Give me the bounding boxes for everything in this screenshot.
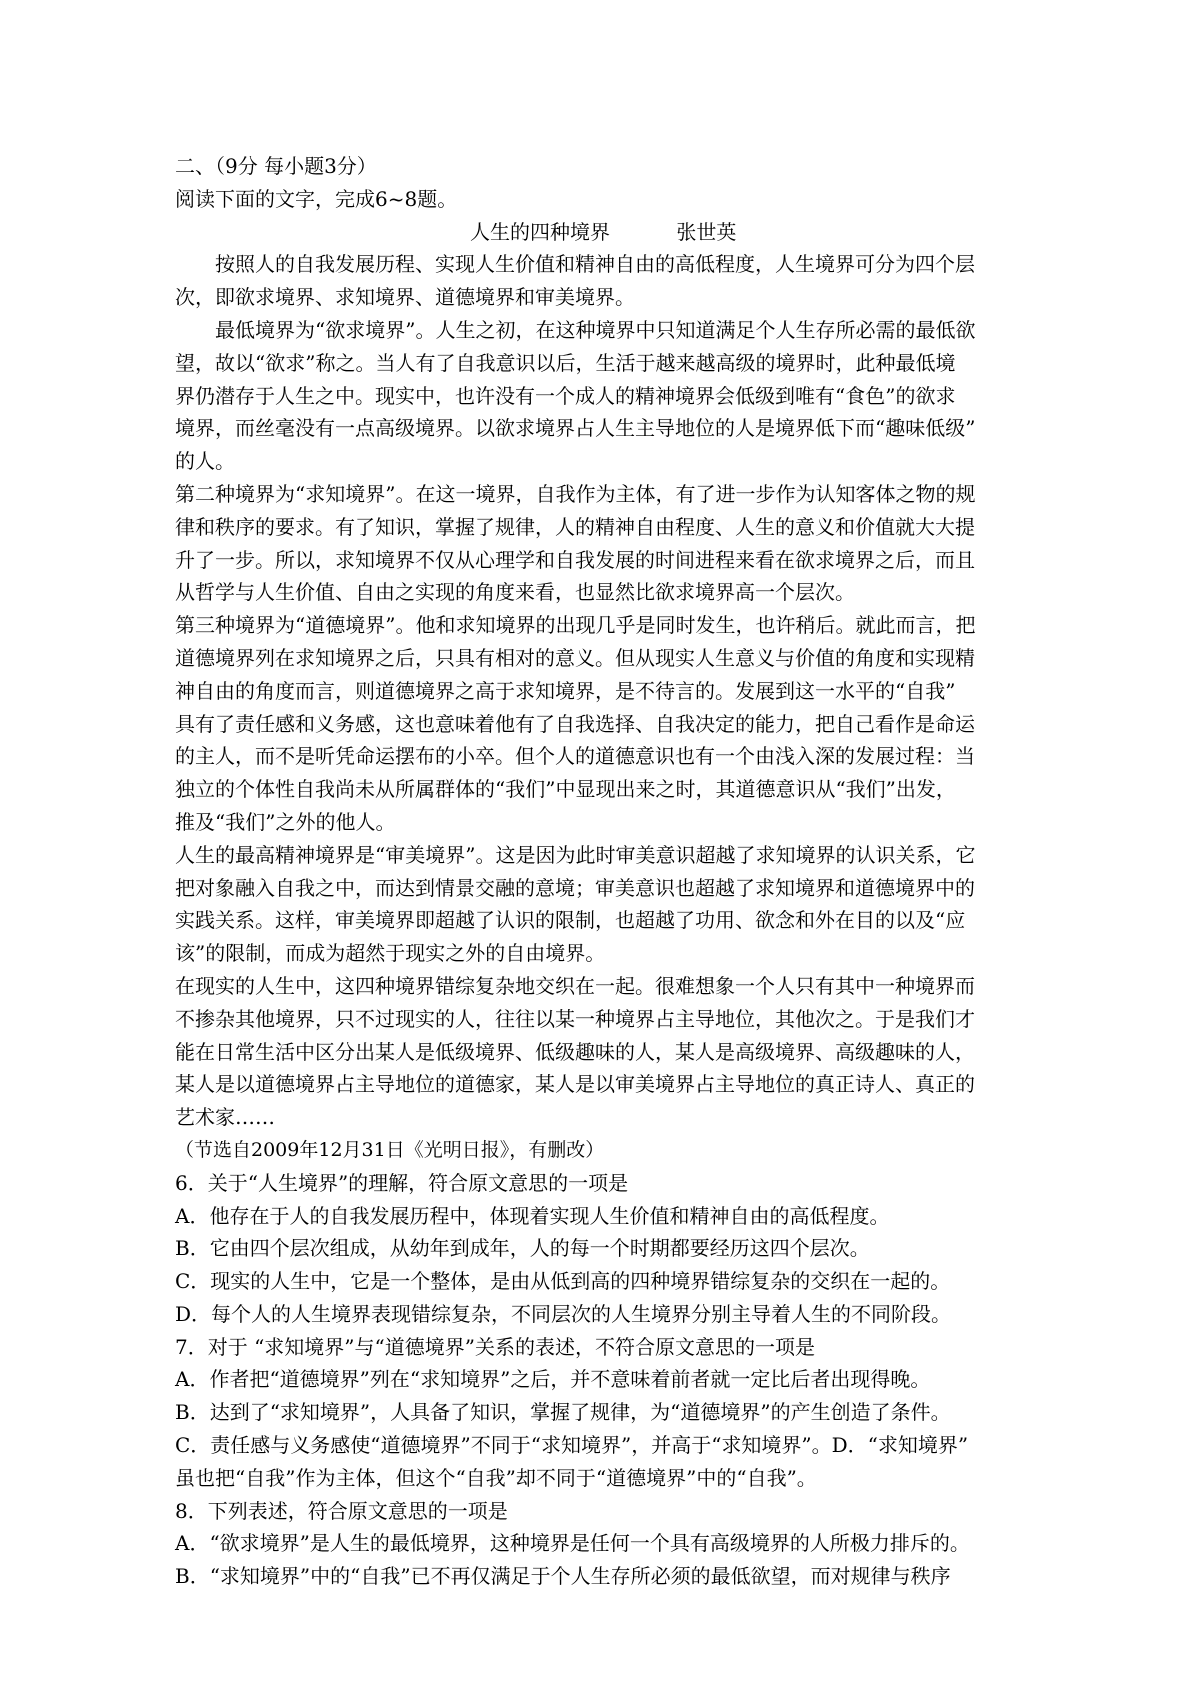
article-title: 人生的四种境界 [470, 219, 610, 244]
paragraph-line: 该”的限制，而成为超然于现实之外的自由境界。 [175, 941, 606, 966]
question-6-option-b: B．它由四个层次组成，从幼年到成年，人的每一个时期都要经历这四个层次。 [175, 1236, 870, 1261]
paragraph-line: 实践关系。这样，审美境界即超越了认识的限制，也超越了功用、欲念和外在目的以及“应 [175, 908, 966, 933]
paragraph-line: 升了一步。所以，求知境界不仅从心理学和自我发展的时间进程来看在欲求境界之后，而且 [175, 547, 975, 572]
article-source: （节选自2009年12月31日《光明日报》，有删改） [175, 1138, 605, 1161]
instruction: 阅读下面的文字，完成6~8题。 [175, 186, 458, 211]
paragraph-line: 第二种境界为“求知境界”。在这一境界，自我作为主体，有了进一步作为认知客体之物的规 [175, 481, 976, 506]
section-header: 二、（9分 每小题3分） [175, 154, 377, 178]
paragraph-line: 能在日常生活中区分出某人是低级境界、低级趣味的人，某人是高级境界、高级趣味的人， [175, 1039, 975, 1064]
article-title-line [175, 216, 1035, 249]
paragraph-line: 从哲学与人生价值、自由之实现的角度来看，也显然比欲求境界高一个层次。 [175, 580, 855, 605]
paragraph-line: 道德境界列在求知境界之后，只具有相对的意义。但从现实人生意义与价值的角度和实现精 [175, 645, 975, 670]
question-7-option-d-cont: 虽也把“自我”作为主体，但这个“自我”却不同于“道德境界”中的“自我”。 [175, 1465, 817, 1490]
paragraph-line: 具有了责任感和义务感，这也意味着他有了自我选择、自我决定的能力，把自己看作是命运 [175, 711, 975, 736]
paragraph-line: 在现实的人生中，这四种境界错综复杂地交织在一起。很难想象一个人只有其中一种境界而 [175, 973, 975, 998]
question-8-option-a: A．“欲求境界”是人生的最低境界，这种境界是任何一个具有高级境界的人所极力排斥的。 [175, 1531, 970, 1556]
question-7-option-c-d: C．责任感与义务感使“道德境界”不同于“求知境界”，并高于“求知境界”。D．“求知境界” [175, 1433, 969, 1458]
question-8-stem: 8．下列表述，符合原文意思的一项是 [175, 1498, 508, 1523]
question-7-option-a: A．作者把“道德境界”列在“求知境界”之后，并不意味着前者就一定比后者出现得晚。 [175, 1367, 931, 1392]
question-8-option-b: B．“求知境界”中的“自我”已不再仅满足于个人生存所必须的最低欲望，而对规律与秩序 [175, 1564, 951, 1589]
question-7-option-b: B．达到了“求知境界”，人具备了知识，掌握了规律，为“道德境界”的产生创造了条件。 [175, 1400, 951, 1425]
paragraph-line: 律和秩序的要求。有了知识，掌握了规律，人的精神自由程度、人生的意义和价值就大大提 [175, 514, 975, 539]
paragraph-line: 推及“我们”之外的他人。 [175, 809, 396, 834]
question-6-option-a: A．他存在于人的自我发展历程中，体现着实现人生价值和精神自由的高低程度。 [175, 1203, 890, 1228]
paragraph-line: 艺术家…… [175, 1105, 275, 1130]
paragraph-line: 的人。 [175, 449, 235, 474]
paragraph-line: 某人是以道德境界占主导地位的道德家，某人是以审美境界占主导地位的真正诗人、真正的 [175, 1072, 975, 1097]
paragraph-line: 界仍潜存于人生之中。现实中，也许没有一个成人的精神境界会低级到唯有“食色”的欲求 [175, 383, 956, 408]
question-6-option-c: C．现实的人生中，它是一个整体，是由从低到高的四种境界错综复杂的交织在一起的。 [175, 1269, 951, 1294]
question-6-stem: 6．关于“人生境界”的理解，符合原文意思的一项是 [175, 1170, 629, 1195]
question-7-stem: 7．对于 “求知境界”与“道德境界”关系的表述，不符合原文意思的一项是 [175, 1334, 815, 1359]
paragraph-line: 神自由的角度而言，则道德境界之高于求知境界，是不待言的。发展到这一水平的“自我” [175, 678, 956, 703]
paragraph-line: 次，即欲求境界、求知境界、道德境界和审美境界。 [175, 285, 635, 310]
question-6-option-d: D．每个人的人生境界表现错综复杂，不同层次的人生境界分别主导着人生的不同阶段。 [175, 1301, 952, 1326]
paragraph-line: 境界，而丝毫没有一点高级境界。以欲求境界占人生主导地位的人是境界低下而“趣味低级” [175, 416, 976, 441]
paragraph-line: 的主人，而不是听凭命运摆布的小卒。但个人的道德意识也有一个由浅入深的发展过程：当 [175, 744, 975, 769]
paragraph-line: 望，故以“欲求”称之。当人有了自我意识以后，生活于越来越高级的境界时，此种最低境 [175, 350, 956, 375]
document-page [175, 150, 1035, 1593]
article-author: 张世英 [676, 219, 737, 244]
paragraph-line: 把对象融入自我之中，而达到情景交融的意境；审美意识也超越了求知境界和道德境界中的 [175, 875, 975, 900]
paragraph-line: 人生的最高精神境界是“审美境界”。这是因为此时审美意识超越了求知境界的认识关系，它 [175, 842, 976, 867]
paragraph-line: 第三种境界为“道德境界”。他和求知境界的出现几乎是同时发生，也许稍后。就此而言，把 [175, 613, 976, 638]
paragraph-line: 最低境界为“欲求境界”。人生之初，在这种境界中只知道满足个人生存所必需的最低欲 [215, 317, 976, 342]
paragraph-line: 独立的个体性自我尚未从所属群体的“我们”中显现出来之时，其道德意识从“我们”出发， [175, 777, 956, 802]
paragraph-line: 不掺杂其他境界，只不过现实的人，往往以某一种境界占主导地位，其他次之。于是我们才 [175, 1006, 975, 1031]
paragraph-line: 按照人的自我发展历程、实现人生价值和精神自由的高低程度，人生境界可分为四个层 [215, 252, 975, 277]
